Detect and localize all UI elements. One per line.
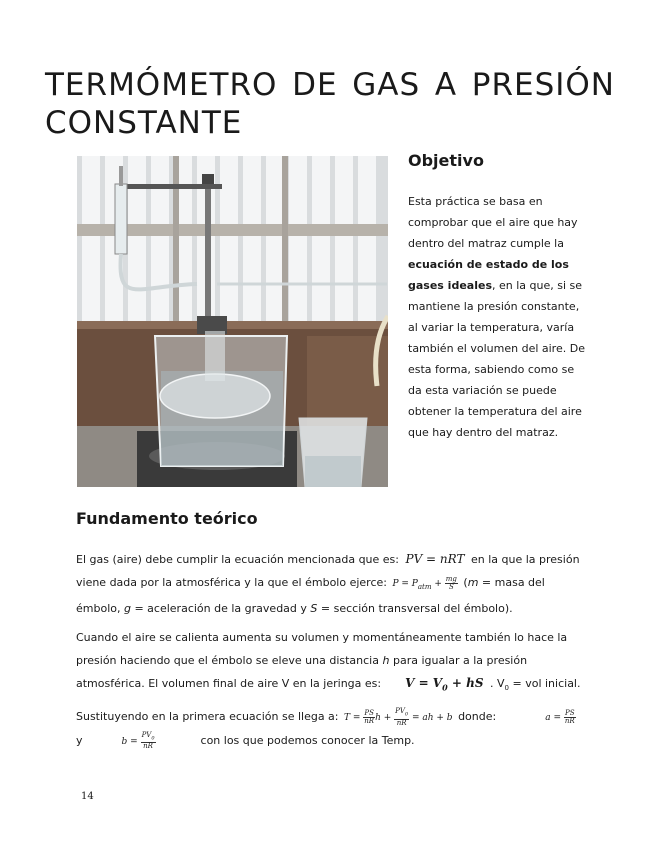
p1-var-s: S — [310, 601, 318, 615]
fraction-numerator: PS — [565, 709, 575, 717]
volume-eq-sub: 0 — [442, 682, 448, 693]
p1-text-3c: = aceleración de la gravedad y — [134, 601, 307, 615]
fraction-numerator-sub: 0 — [151, 735, 155, 742]
temp-eq-rest: = ah + b — [411, 713, 453, 723]
p2-var-h: h — [382, 653, 390, 667]
fundamento-heading: Fundamento teórico — [76, 509, 258, 528]
p1-text-1: El gas (aire) debe cumplir la ecuación mencionada que es: — [76, 553, 399, 566]
volume-eq-lhs: V = V — [405, 676, 443, 690]
page-number: 14 — [81, 791, 94, 802]
fundamento-paragraph-3 — [76, 706, 586, 753]
fraction-numerator-text: PV — [395, 707, 405, 716]
temperature-equation — [342, 707, 455, 727]
p1-var-m: m — [467, 575, 479, 589]
mg-over-s-fraction — [445, 576, 458, 591]
b-eq-lhs: b = — [121, 736, 138, 747]
temp-eq-lhs: T = — [344, 713, 361, 723]
lab-setup-illustration — [77, 156, 388, 487]
fraction-denominator: nR — [564, 717, 575, 725]
a-definition — [543, 709, 577, 725]
fraction-numerator — [394, 708, 409, 719]
fundamento-paragraph-1 — [76, 548, 586, 620]
pv0-over-nr-fraction — [394, 708, 409, 726]
p2-text-4: = vol inicial. — [512, 677, 581, 690]
volume-eq-rest: + hS — [451, 676, 484, 690]
fundamento-paragraph-2 — [76, 627, 586, 700]
volume-equation — [402, 676, 486, 693]
pressure-eq-plus: + — [434, 578, 442, 589]
fraction-denominator: S — [448, 582, 454, 591]
p1-text-3d: = sección transversal del émbolo). — [320, 601, 513, 615]
fraction-denominator: nR — [143, 742, 153, 751]
b-fraction — [141, 732, 156, 750]
p2-text-3: . V — [490, 677, 505, 690]
pressure-eq-sub: atm — [417, 582, 432, 591]
p2-text-2: para igualar a la presión atmosférica. El volumen final de aire V en la jeringa es: — [76, 653, 528, 690]
a-eq-lhs: a = — [545, 713, 561, 723]
objetivo-text-1: Esta práctica se basa en comprobar que el aire que hay dentro del matraz cumple la — [408, 195, 578, 250]
fraction-numerator-sub: 0 — [404, 711, 409, 718]
p1-text-2: en la que la presión viene dada por la atmosférica y la que el émbolo ejerce: — [76, 553, 580, 589]
objetivo-paragraph — [408, 191, 586, 443]
p1-var-g: g — [123, 601, 131, 615]
p2-text-1: Cuando el aire se calienta aumenta su volumen y momentáneamente también lo hace la presión haciendo que el émbolo se eleve una distancia — [76, 631, 568, 667]
fraction-numerator-text: PV — [141, 730, 152, 739]
ideal-gas-equation: PV = nRT — [405, 552, 465, 566]
p2-v0-sub: 0 — [504, 684, 509, 693]
document-title — [45, 66, 615, 142]
p3-text-y: y — [76, 733, 83, 747]
b-definition — [120, 730, 158, 751]
objetivo-text-bold: ecuación de estado de los gases ideales — [408, 258, 569, 292]
ps-over-nr-fraction — [363, 710, 375, 725]
p3-text-1: Sustituyendo en la primera ecuación se llega a: — [76, 710, 339, 723]
a-fraction — [564, 710, 576, 725]
title-line-1: TERMÓMETRO DE GAS A PRESIÓN — [45, 67, 615, 103]
objetivo-heading: Objetivo — [408, 151, 484, 170]
p1-text-3a: ( — [463, 575, 468, 589]
lab-setup-photo — [77, 156, 388, 487]
p3-text-3: con los que podemos conocer la Temp. — [200, 733, 415, 747]
fraction-numerator: mg — [445, 574, 457, 583]
pressure-equation — [390, 574, 459, 591]
fraction-denominator: nR — [364, 717, 375, 725]
pressure-eq-lhs: P = P — [392, 578, 418, 589]
p1-text-3b: = masa del émbolo, — [76, 575, 545, 615]
temp-eq-h: h + — [375, 713, 392, 723]
fraction-denominator: nR — [396, 718, 407, 727]
title-line-2: CONSTANTE — [45, 105, 243, 141]
fraction-numerator: PS — [364, 709, 374, 717]
objetivo-text-2: , en la que, si se mantiene la presión constante, al variar la temperatura, varía también el volumen del aire. De esta forma, sabiendo como se da esta variación se puede obtener la temperatura del aire que hay dentro del matraz. — [408, 279, 585, 439]
p3-text-2: donde: — [458, 710, 497, 723]
